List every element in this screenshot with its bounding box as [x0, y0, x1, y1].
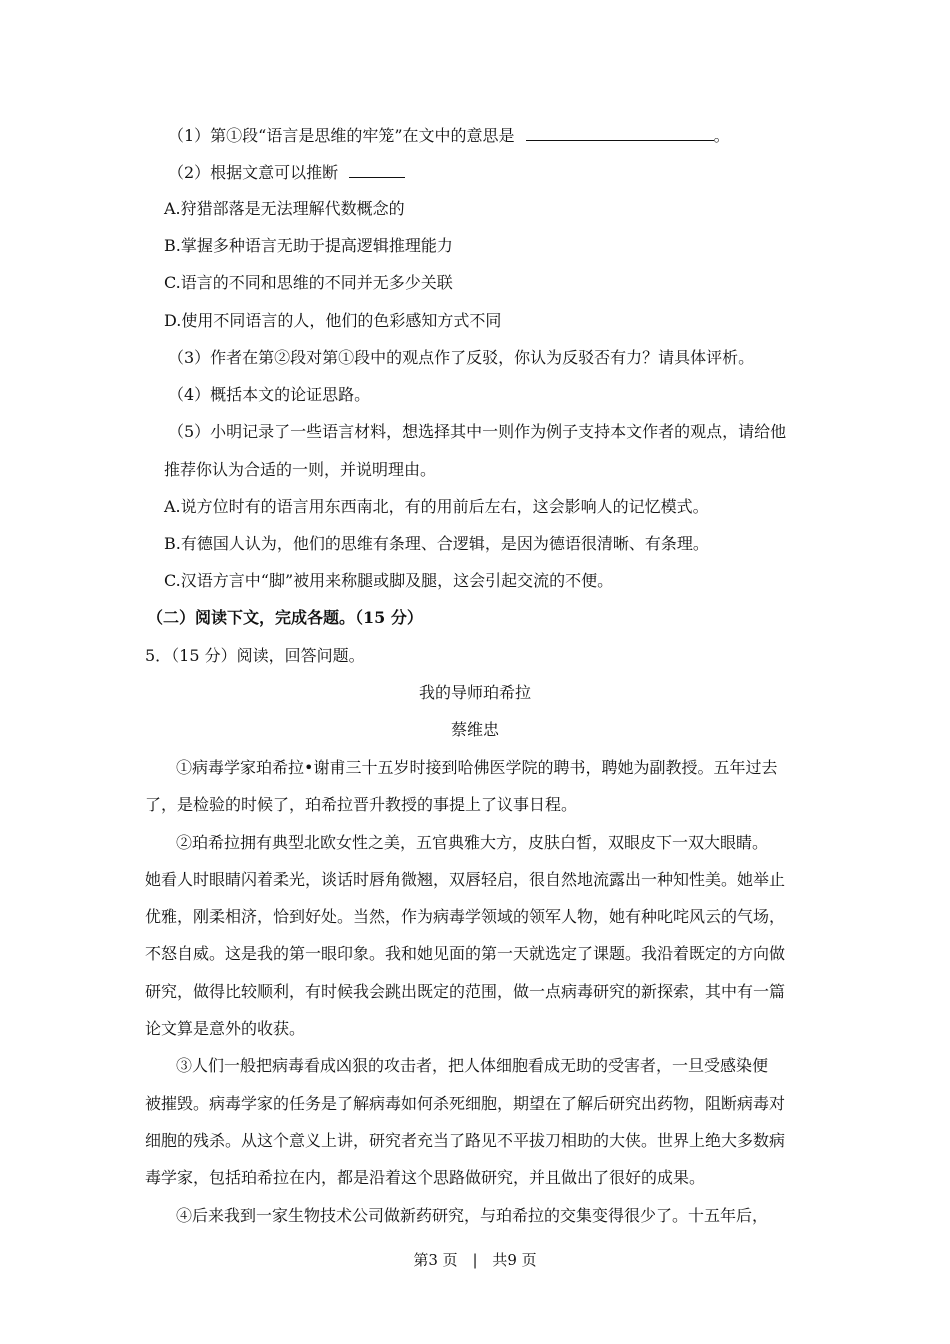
q4-sub2	[168, 161, 405, 184]
paragraph-line: ②珀希拉拥有典型北欧女性之美，五官典雅大方，皮肤白皙，双眼皮下一双大眼睛。	[176, 833, 769, 852]
paragraph-line: 优雅，刚柔相济，恰到好处。当然，作为病毒学领域的领军人物，她有种叱咤风云的气场，	[145, 907, 786, 926]
q4-sub3: （3）作者在第②段对第①段中的观点作了反驳，你认为反驳否有力？请具体评析。	[168, 348, 755, 367]
paragraph-line: 不怒自威。这是我的第一眼印象。我和她见面的第一天就选定了课题。我沿着既定的方向做	[145, 944, 786, 963]
q4-sub5-option-b: B.有德国人认为，他们的思维有条理、合逻辑，是因为德语很清晰、有条理。	[164, 534, 709, 553]
footer-divider: |	[472, 1251, 478, 1269]
q4-sub4: （4）概括本文的论证思路。	[168, 385, 371, 404]
article-title: 我的导师珀希拉	[418, 683, 531, 702]
q4-sub2-option-b: B.掌握多种语言无助于提高逻辑推理能力	[164, 236, 453, 255]
answer-blank	[526, 124, 714, 141]
paragraph-line: 论文算是意外的收获。	[145, 1019, 306, 1038]
q4-sub1-suffix: 。	[713, 126, 730, 145]
q4-sub1	[168, 124, 730, 147]
q4-sub5-option-a: A.说方位时有的语言用东西南北，有的用前后左右，这会影响人的记忆模式。	[164, 497, 709, 516]
q5-stem: 5．（15 分）阅读，回答问题。	[145, 646, 365, 665]
q4-sub5-option-c: C.汉语方言中“脚”被用来称腿或脚及腿，这会引起交流的不便。	[164, 571, 614, 590]
article-author: 蔡维忠	[450, 720, 499, 739]
paragraph-line: 了，是检验的时候了，珀希拉晋升教授的事提上了议事日程。	[145, 795, 578, 814]
paragraph-line: 毒学家，包括珀希拉在内，都是沿着这个思路做研究，并且做出了很好的成果。	[145, 1168, 706, 1187]
paragraph-line: ①病毒学家珀希拉•谢甫三十五岁时接到哈佛医学院的聘书，聘她为副教授。五年过去	[176, 758, 778, 777]
answer-blank	[349, 161, 405, 178]
page-total: 共9 页	[492, 1251, 537, 1269]
q4-sub2-option-c: C.语言的不同和思维的不同并无多少关联	[164, 273, 453, 292]
page-number: 第3 页	[413, 1251, 458, 1269]
paragraph-line: 细胞的残杀。从这个意义上讲，研究者充当了路见不平拔刀相助的大侠。世界上绝大多数病	[145, 1131, 786, 1150]
section-heading: （二）阅读下文，完成各题。（15 分）	[147, 608, 423, 627]
page-footer	[0, 1250, 950, 1270]
paragraph-line: 被摧毁。病毒学家的任务是了解病毒如何杀死细胞，期望在了解后研究出药物，阻断病毒对	[145, 1094, 786, 1113]
paragraph-line: 研究，做得比较顺利，有时候我会跳出既定的范围，做一点病毒研究的新探索，其中有一篇	[145, 982, 786, 1001]
q4-sub2-option-a: A.狩猎部落是无法理解代数概念的	[164, 199, 405, 218]
q4-sub5-line2: 推荐你认为合适的一则，并说明理由。	[164, 460, 437, 479]
q4-sub5-line1: （5）小明记录了一些语言材料，想选择其中一则作为例子支持本文作者的观点，请给他	[168, 422, 787, 441]
q4-sub2-option-d: D.使用不同语言的人，他们的色彩感知方式不同	[164, 311, 502, 330]
paragraph-line: ④后来我到一家生物技术公司做新药研究，与珀希拉的交集变得很少了。十五年后，	[176, 1206, 769, 1225]
q4-sub2-text: （2）根据文意可以推断	[168, 163, 339, 182]
paragraph-line: 她看人时眼睛闪着柔光，谈话时唇角微翘，双唇轻启，很自然地流露出一种知性美。她举止	[145, 870, 786, 889]
paragraph-line: ③人们一般把病毒看成凶狠的攻击者，把人体细胞看成无助的受害者，一旦受感染便	[176, 1056, 769, 1075]
q4-sub1-text: （1）第①段“语言是思维的牢笼”在文中的意思是	[168, 126, 515, 145]
